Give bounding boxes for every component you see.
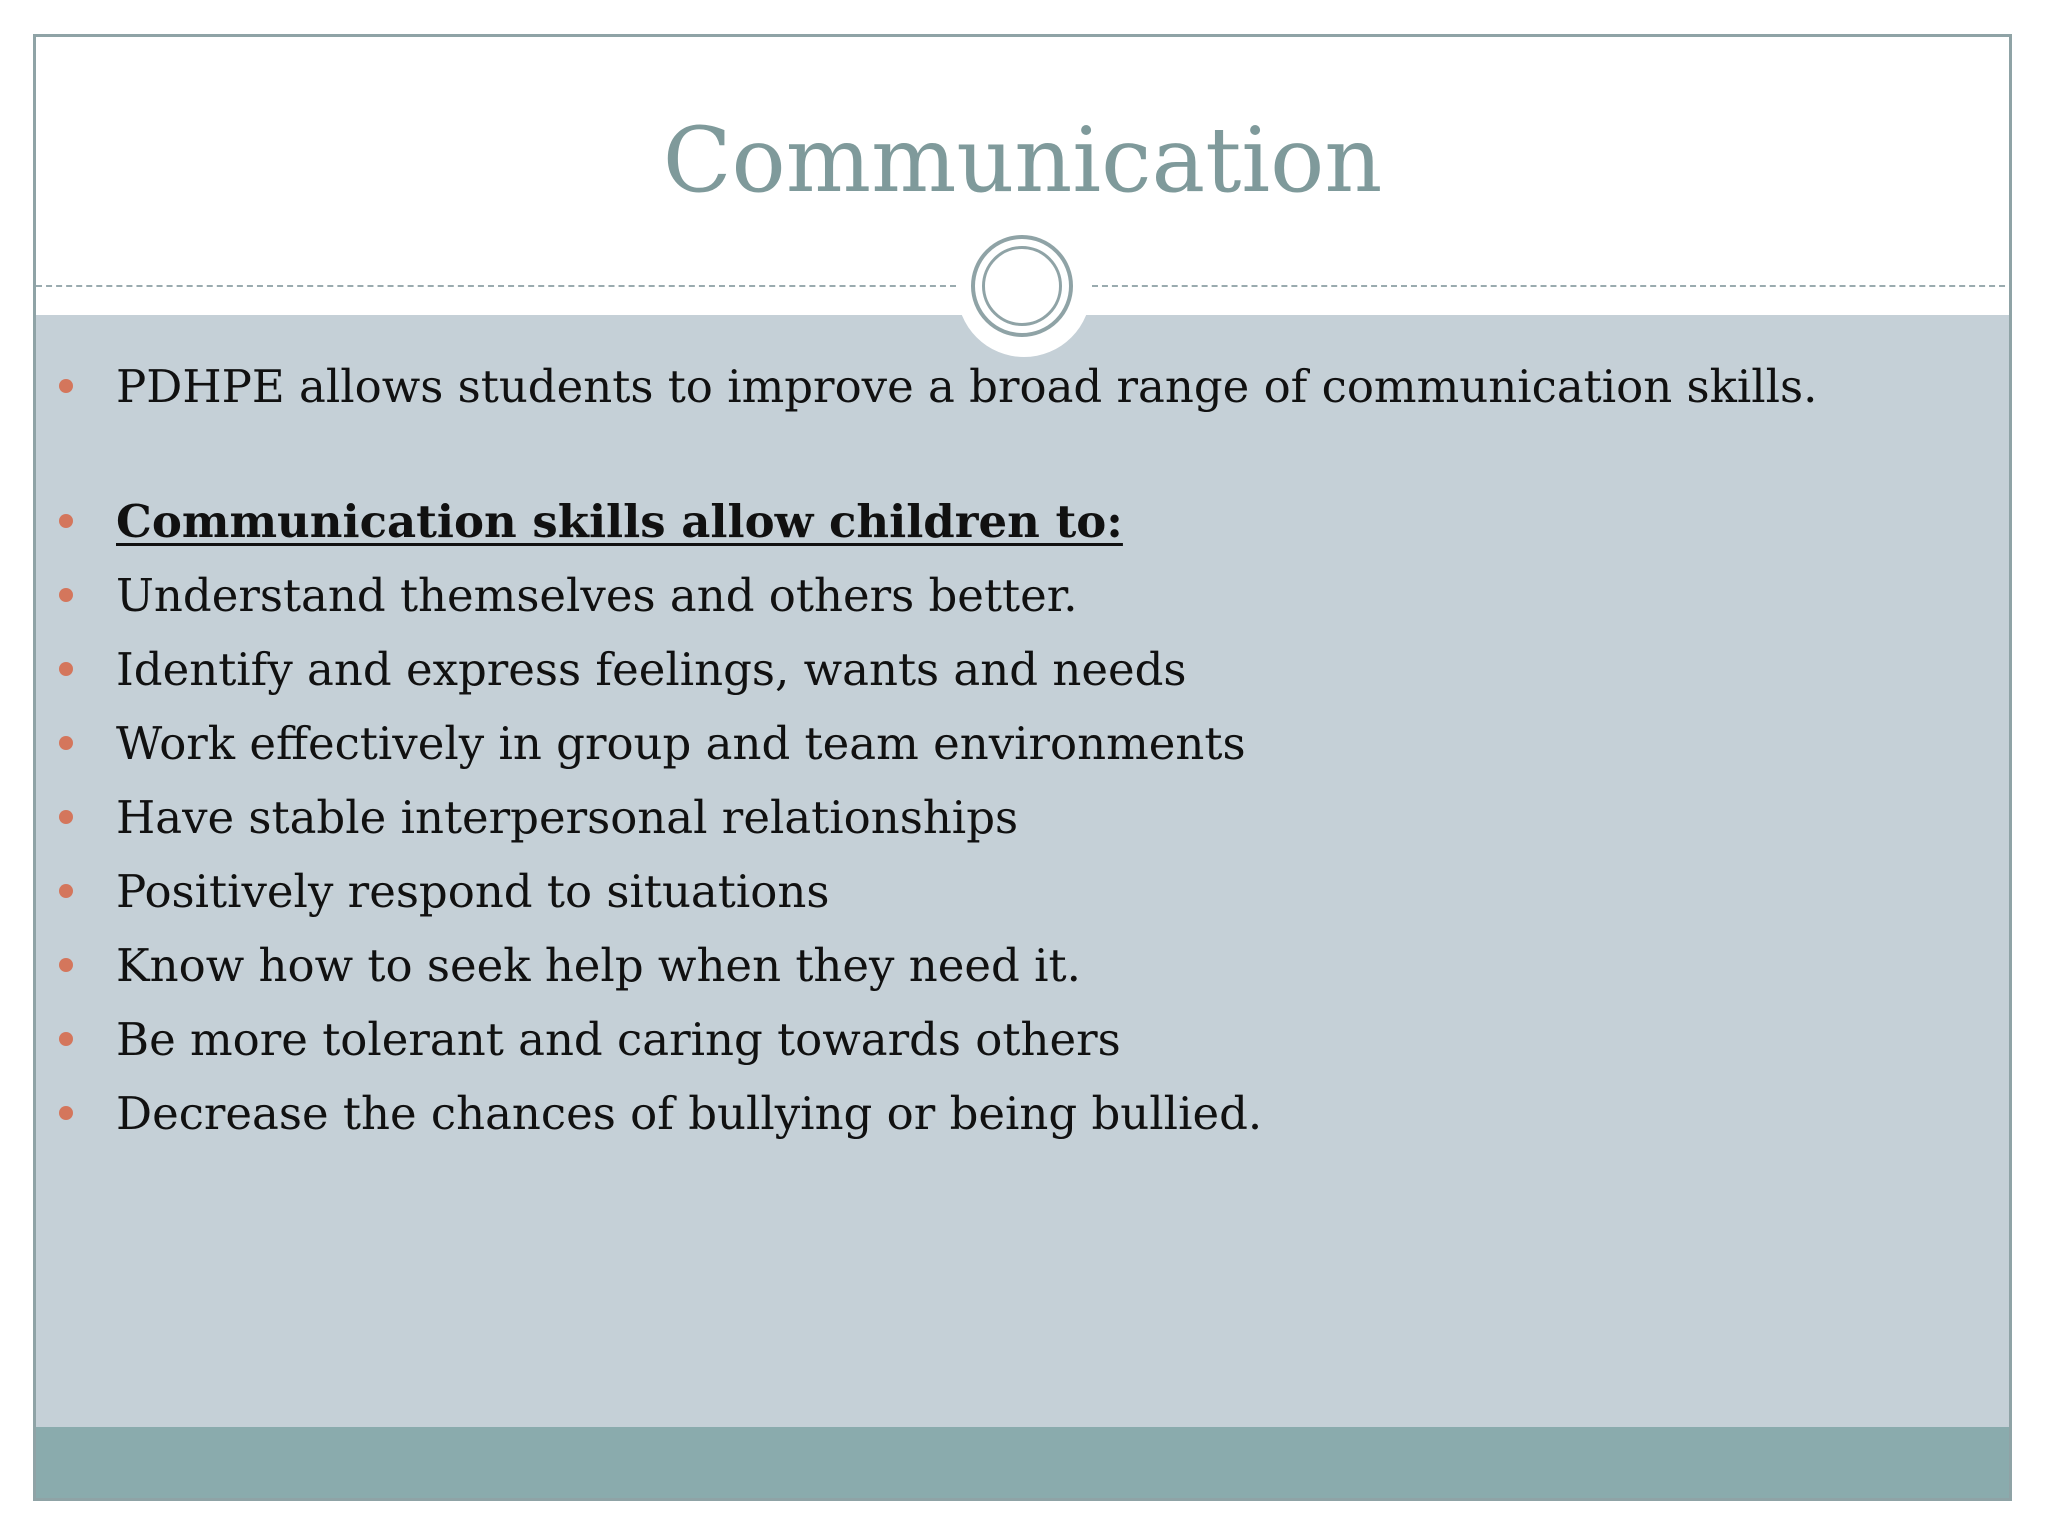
bullet-text: Be more tolerant and caring towards others — [116, 1013, 1121, 1066]
bullet-item — [116, 360, 1818, 413]
bullet-text: Positively respond to situations — [116, 865, 830, 918]
bullet-heading-text: Communication skills allow children to: — [116, 495, 1123, 548]
bullet-item — [116, 791, 1019, 844]
bullet-dot-icon — [59, 588, 73, 602]
bullet-dot-icon — [59, 1032, 73, 1046]
title-divider-right — [1092, 285, 2012, 287]
bullet-dot-icon — [59, 810, 73, 824]
bullet-item — [116, 865, 830, 918]
title-divider-left — [36, 285, 956, 287]
bullet-text: Work effectively in group and team environments — [116, 717, 1246, 770]
bullet-dot-icon — [59, 958, 73, 972]
bullet-text: PDHPE allows students to improve a broad range of communication skills. — [116, 360, 1818, 413]
bullet-item — [116, 1087, 1263, 1140]
bullet-text: Identify and express feelings, wants and needs — [116, 643, 1187, 696]
bullet-dot-icon — [59, 379, 73, 393]
bullet-dot-icon — [59, 1106, 73, 1120]
slide-title: Communication — [662, 108, 1383, 213]
bullet-text: Know how to seek help when they need it. — [116, 939, 1081, 992]
bullet-item — [116, 1013, 1121, 1066]
divider-ring-inner — [982, 246, 1062, 326]
footer-band — [36, 1427, 2009, 1498]
bullet-item — [116, 569, 1078, 622]
bullet-dot-icon — [59, 514, 73, 528]
bullet-dot-icon — [59, 736, 73, 750]
bullet-item — [116, 717, 1246, 770]
bullet-heading — [116, 495, 1123, 548]
bullet-text: Decrease the chances of bullying or being bullied. — [116, 1087, 1263, 1140]
bullet-text: Understand themselves and others better. — [116, 569, 1078, 622]
bullet-dot-icon — [59, 662, 73, 676]
bullet-dot-icon — [59, 884, 73, 898]
bullet-text: Have stable interpersonal relationships — [116, 791, 1019, 844]
bullet-item — [116, 939, 1081, 992]
bullet-item — [116, 643, 1187, 696]
